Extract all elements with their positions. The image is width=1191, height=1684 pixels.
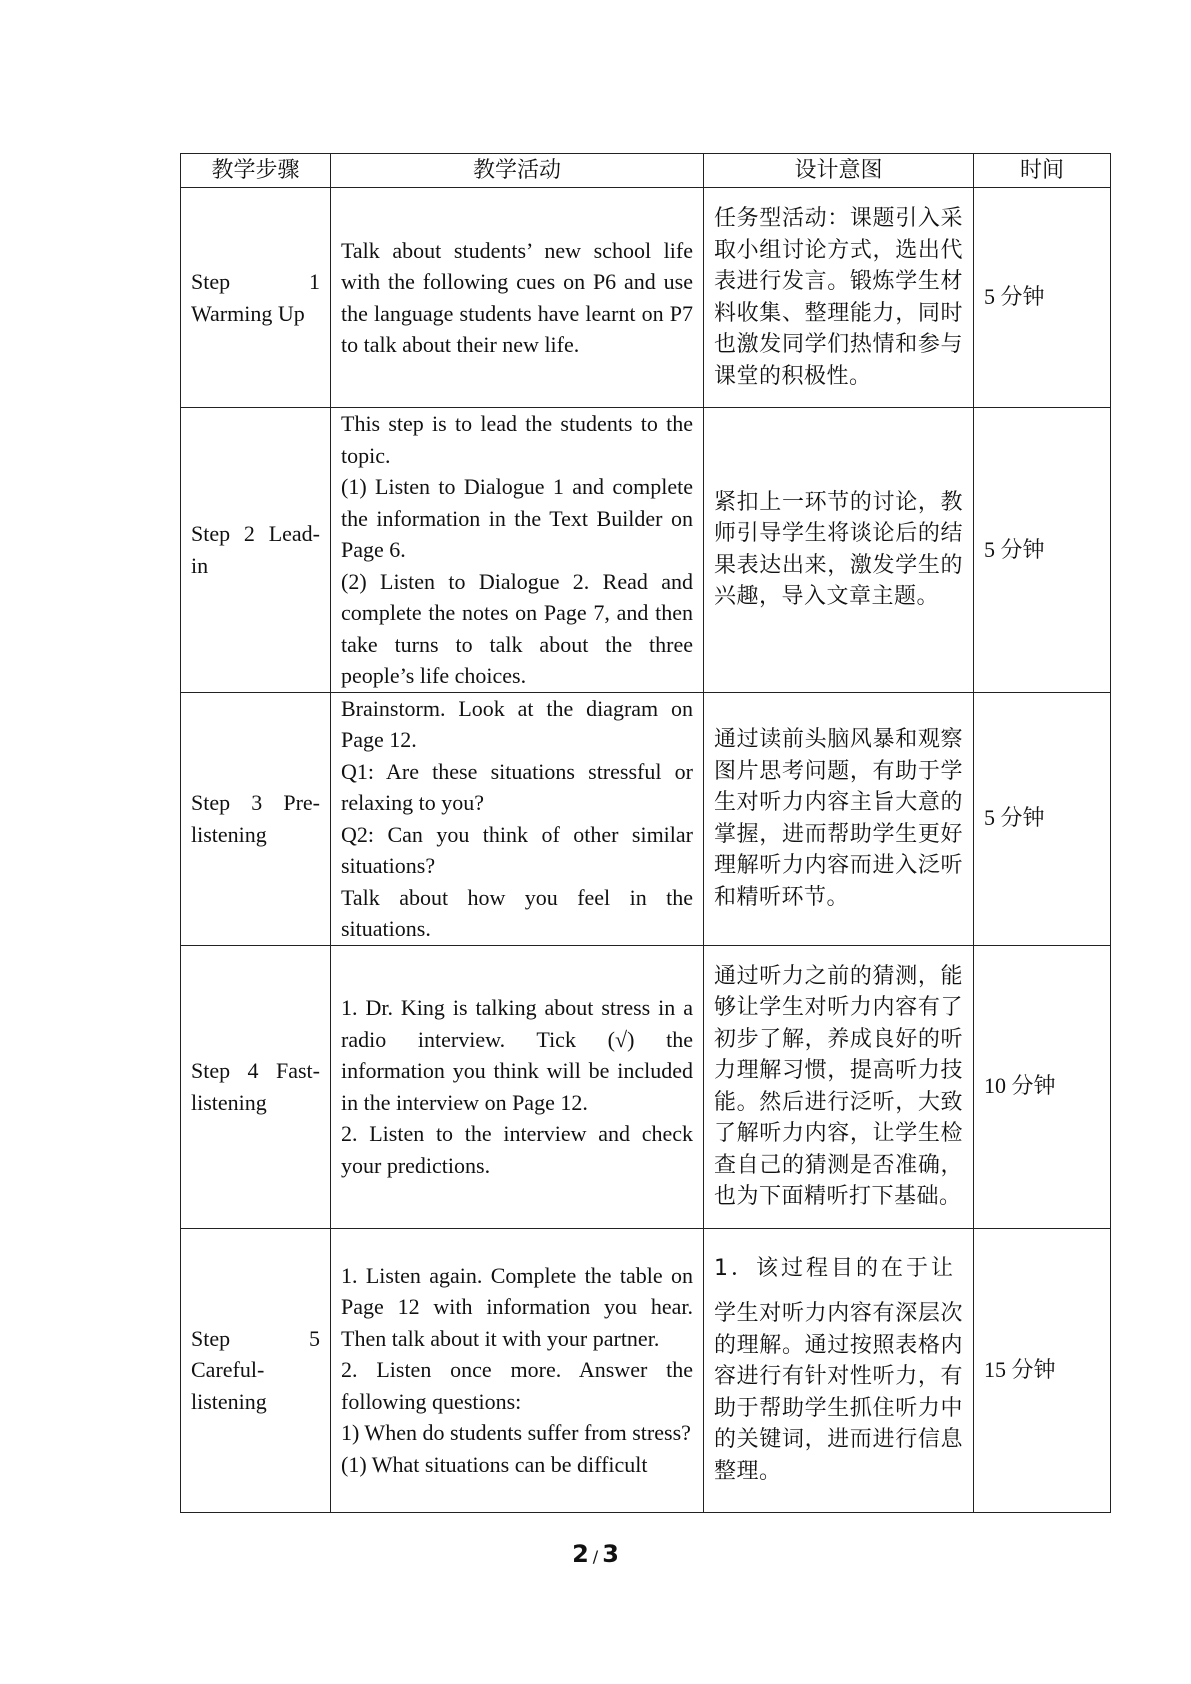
- intent-cell: 任务型活动：课题引入采取小组讨论方式，选出代表进行发言。锻炼学生材料收集、整理能力，同时也激发同学们热情和参与课堂的积极性。: [704, 188, 974, 408]
- header-activity: 教学活动: [331, 154, 704, 188]
- activity-cell: Brainstorm. Look at the diagram on Page 12. Q1: Are these situations stressful or relaxing to you? Q2: Can you think of other similar situations? Talk about how you feel in the situations.: [331, 692, 704, 945]
- time-cell: [974, 692, 1111, 945]
- time-value: 15: [984, 1356, 1006, 1382]
- table-row: [181, 692, 1111, 945]
- header-intent: 设计意图: [704, 154, 974, 188]
- activity-cell: Talk about students’ new school life with the following cues on P6 and use the language students have learnt on P7 to talk about their new life.: [331, 188, 704, 408]
- step-cell: [181, 945, 331, 1228]
- time-value: 5: [984, 536, 995, 562]
- activity-cell: 1. Dr. King is talking about stress in a radio interview. Tick (√) the information you think will be included in the interview on Page 12. 2. Listen to the interview and check your predictions.: [331, 945, 704, 1228]
- header-step: 教学步骤: [181, 154, 331, 188]
- page-total: 3: [602, 1540, 619, 1568]
- intent-cell: [704, 1228, 974, 1512]
- time-unit: 分钟: [1011, 1357, 1056, 1383]
- time-value: 5: [984, 284, 995, 310]
- step-cell: [181, 188, 331, 408]
- header-time: 时间: [974, 154, 1111, 188]
- step-cell: [181, 692, 331, 945]
- step-line: in: [191, 552, 209, 578]
- step-line: listening: [191, 1388, 267, 1414]
- time-value: 10: [984, 1073, 1006, 1099]
- table-row: [181, 408, 1111, 693]
- table-row: [181, 188, 1111, 408]
- page-current: 2: [572, 1540, 589, 1568]
- time-unit: 分钟: [1011, 1074, 1056, 1100]
- intent-first-line: 1．该过程目的在于让: [714, 1255, 956, 1281]
- step-line: Step 5: [191, 1325, 320, 1351]
- step-line: Step 1: [191, 269, 320, 294]
- time-cell: [974, 188, 1111, 408]
- step-line: listening: [191, 821, 267, 847]
- step-cell: [181, 408, 331, 693]
- page-number: [0, 1540, 1191, 1568]
- step-line: Step 2 Lead-: [191, 521, 320, 547]
- step-cell: [181, 1228, 331, 1512]
- intent-cell: 紧扣上一环节的讨论，教师引导学生将谈论后的结果表达出来，激发学生的兴趣，导入文章主题。: [704, 408, 974, 693]
- step-line: Step 4 Fast-: [191, 1058, 320, 1083]
- time-unit: 分钟: [1000, 806, 1045, 832]
- table-row: [181, 945, 1111, 1228]
- time-unit: 分钟: [1000, 537, 1045, 563]
- intent-cell: 通过读前头脑风暴和观察图片思考问题，有助于学生对听力内容主旨大意的掌握，进而帮助学生更好理解听力内容而进入泛听和精听环节。: [704, 692, 974, 945]
- time-value: 5: [984, 805, 995, 831]
- intent-gap: [714, 1284, 963, 1298]
- step-line: listening: [191, 1089, 267, 1115]
- time-unit: 分钟: [1000, 285, 1045, 311]
- intent-cell: 通过听力之前的猜测，能够让学生对听力内容有了初步了解，养成良好的听力理解习惯，提高听力技能。然后进行泛听，大致了解听力内容，让学生检查自己的猜测是否准确，也为下面精听打下基础。: [704, 945, 974, 1228]
- activity-cell: 1. Listen again. Complete the table on Page 12 with information you hear. Then talk about it with your partner. 2. Listen once more. Answer the following questions: 1) When do students suffer from stress? (1) What situations can be difficult: [331, 1228, 704, 1512]
- intent-body: 学生对听力内容有深层次的理解。通过按照表格内容进行有针对性听力，有助于帮助学生抓住听力中的关键词，进而进行信息整理。: [714, 1301, 963, 1484]
- time-cell: [974, 945, 1111, 1228]
- step-line: Step 3 Pre-: [191, 790, 320, 815]
- step-line: Careful-: [191, 1357, 265, 1383]
- table-row: [181, 1228, 1111, 1512]
- time-cell: [974, 408, 1111, 693]
- header-row: [181, 154, 1111, 188]
- time-cell: [974, 1228, 1111, 1512]
- activity-cell: This step is to lead the students to the topic. (1) Listen to Dialogue 1 and complete the information in the Text Builder on Page 6. (2) Listen to Dialogue 2. Read and complete the notes on Page 7, and then take turns to talk about the three people’s life choices.: [331, 408, 704, 693]
- page-separator: /: [592, 1547, 599, 1566]
- lesson-plan-table: [180, 153, 1111, 1513]
- step-line: Warming Up: [191, 300, 305, 326]
